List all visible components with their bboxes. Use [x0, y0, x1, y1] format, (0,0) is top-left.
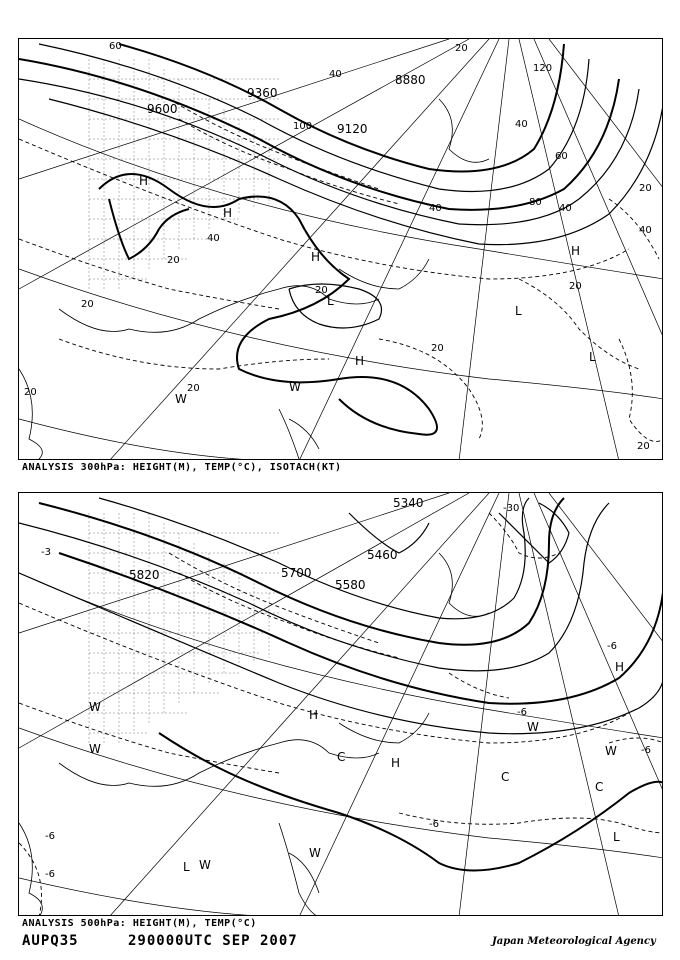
- chart-code: AUPQ35: [22, 933, 79, 949]
- temp-label: -6: [429, 819, 439, 830]
- center-label-C: C: [337, 750, 346, 764]
- isotach-label: 60: [109, 41, 122, 52]
- center-label-L: L: [589, 350, 596, 364]
- isotach-label: 40: [559, 203, 572, 214]
- isotach-label: 20: [187, 383, 200, 394]
- center-label-L: L: [515, 304, 522, 318]
- map-labels: [24, 41, 652, 452]
- center-label-C: C: [595, 780, 604, 794]
- isotach-label: 100: [293, 121, 313, 132]
- temp-label: -6: [607, 641, 617, 652]
- isotach-label: 20: [637, 441, 650, 452]
- isotach-label: 40: [639, 225, 652, 236]
- center-label-W: W: [527, 720, 539, 734]
- temp-label: -30: [503, 503, 520, 514]
- analysis-300hpa-map: [18, 38, 663, 460]
- isotach-label: 120: [533, 63, 553, 74]
- height-label-5820: 5820: [129, 568, 160, 582]
- temp-label: -6: [45, 831, 55, 842]
- map-300hpa-canvas: [19, 39, 663, 460]
- isotach-label: 20: [167, 255, 180, 266]
- height-label-9600: 9600: [147, 102, 178, 116]
- center-label-W: W: [175, 392, 187, 406]
- center-label-W: W: [199, 858, 211, 872]
- isotach-label: 20: [315, 285, 328, 296]
- isotach-label: 20: [569, 281, 582, 292]
- temp-label: -3: [41, 547, 51, 558]
- center-label-W: W: [89, 742, 101, 756]
- center-label-L: L: [613, 830, 620, 844]
- graticule: [19, 39, 663, 460]
- center-label-H: H: [311, 250, 321, 264]
- chart-valid-time: 290000UTC SEP 2007: [128, 933, 298, 949]
- isotach-label: 40: [429, 203, 442, 214]
- analysis-500hpa-map: [18, 492, 663, 916]
- height-label-5340: 5340: [393, 496, 424, 510]
- center-label-W: W: [309, 846, 321, 860]
- isotach-label: 40: [207, 233, 220, 244]
- center-label-W: W: [89, 700, 101, 714]
- height-contours: [19, 498, 663, 871]
- isotach-label: 60: [555, 151, 568, 162]
- isotach-label: 40: [515, 119, 528, 130]
- isotach-label: 20: [639, 183, 652, 194]
- caption-500hpa: ANALYSIS 500hPa: HEIGHT(M), TEMP(°C): [22, 918, 257, 929]
- center-label-L: L: [183, 860, 190, 874]
- height-label-8880: 8880: [395, 73, 426, 87]
- center-label-H: H: [391, 756, 401, 770]
- height-label-9120: 9120: [337, 122, 368, 136]
- height-label-9360: 9360: [247, 86, 278, 100]
- center-label-W: W: [605, 744, 617, 758]
- center-label-H: H: [223, 206, 233, 220]
- height-label-5460: 5460: [367, 548, 398, 562]
- center-label-W: W: [289, 380, 301, 394]
- isotach-label: 20: [24, 387, 37, 398]
- isotach-label: 20: [431, 343, 444, 354]
- terrain-hatch: [89, 513, 279, 743]
- temp-label: -6: [517, 707, 527, 718]
- agency-name: Japan Meteorological Agency: [492, 936, 656, 947]
- center-label-H: H: [571, 244, 581, 258]
- center-label-H: H: [309, 708, 319, 722]
- center-label-C: C: [501, 770, 510, 784]
- map-500hpa-canvas: [19, 493, 663, 916]
- center-label-H: H: [355, 354, 365, 368]
- center-label-H: H: [615, 660, 625, 674]
- caption-300hpa: ANALYSIS 300hPa: HEIGHT(M), TEMP(°C), ISOTACH(KT): [22, 462, 342, 473]
- temp-label: -6: [641, 745, 651, 756]
- center-label-L: L: [327, 294, 334, 308]
- isotach-label: 80: [529, 197, 542, 208]
- isotach-label: 40: [329, 69, 342, 80]
- isotach-label: 20: [455, 43, 468, 54]
- center-label-H: H: [139, 174, 149, 188]
- isotach-label: 20: [81, 299, 94, 310]
- height-label-5580: 5580: [335, 578, 366, 592]
- temp-label: -6: [45, 869, 55, 880]
- height-label-5700: 5700: [281, 566, 312, 580]
